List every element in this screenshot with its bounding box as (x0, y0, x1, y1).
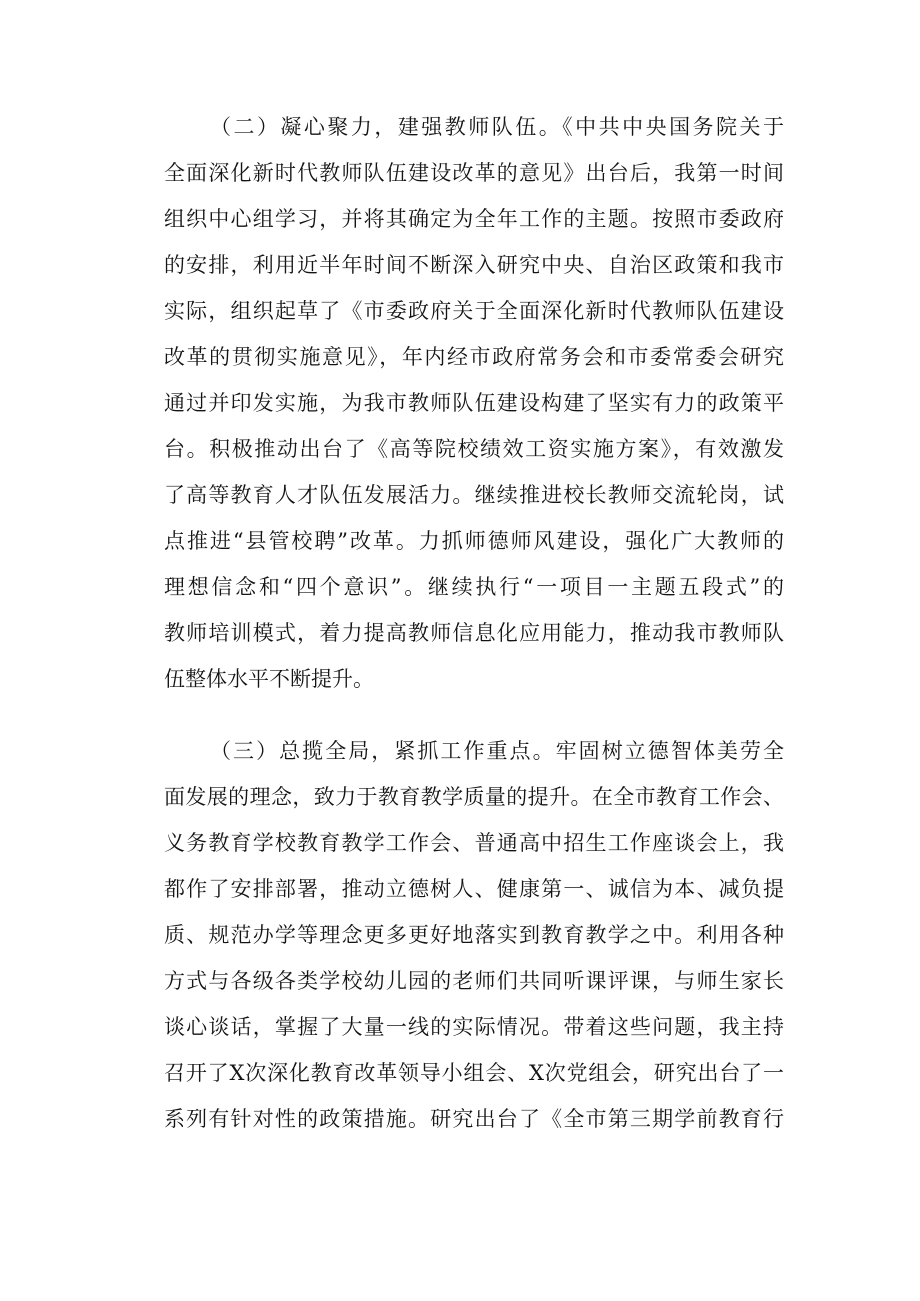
paragraph-line: 通过并印发实施，为我市教师队伍建设构建了坚实有力的政策平 (164, 391, 784, 415)
paragraph-line: 系列有针对性的政策措施。研究出台了《全市第三期学前教育行 (164, 1107, 784, 1131)
paragraph-line: 全面深化新时代教师队伍建设改革的意见》出台后，我第一时间 (164, 161, 784, 185)
paragraph-line: 台。积极推动出台了《高等院校绩效工资实施方案》，有效激发 (164, 437, 784, 461)
paragraph-line: 了高等教育人才队伍发展活力。继续推进校长教师交流轮岗，试 (164, 483, 784, 507)
paragraph-work-focus (164, 728, 784, 1142)
paragraph-line: 都作了安排部署，推动立德树人、健康第一、诚信为本、减负提 (164, 877, 784, 901)
paragraph-line: 召开了X次深化教育改革领导小组会、X次党组会，研究出台了一 (164, 1061, 784, 1085)
paragraph-line: 质、规范办学等理念更多更好地落实到教育教学之中。利用各种 (164, 923, 784, 947)
paragraph-line: 方式与各级各类学校幼儿园的老师们共同听课评课，与师生家长 (164, 969, 784, 993)
paragraph-line: 改革的贯彻实施意见》，年内经市政府常务会和市委常委会研究 (164, 345, 784, 369)
paragraph-line: 理想信念和“四个意识”。继续执行“一项目一主题五段式”的 (164, 575, 784, 599)
paragraph-line: 点推进“县管校聘”改革。力抓师德师风建设，强化广大教师的 (164, 529, 784, 553)
paragraph-line: （二）凝心聚力，建强教师队伍。《中共中央国务院关于 (210, 115, 784, 139)
paragraph-line: 义务教育学校教育教学工作会、普通高中招生工作座谈会上，我 (164, 831, 784, 855)
paragraph-line: 伍整体水平不断提升。 (164, 667, 374, 691)
paragraph-line: 谈心谈话，掌握了大量一线的实际情况。带着这些问题，我主持 (164, 1015, 784, 1039)
paragraph-line: 面发展的理念，致力于教育教学质量的提升。在全市教育工作会、 (164, 785, 784, 809)
paragraph-line: 实际，组织起草了《市委政府关于全面深化新时代教师队伍建设 (164, 299, 784, 323)
paragraph-line: 组织中心组学习，并将其确定为全年工作的主题。按照市委政府 (164, 207, 784, 231)
paragraph-line: （三）总揽全局，紧抓工作重点。牢固树立德智体美劳全 (210, 739, 784, 763)
paragraph-teacher-team (164, 104, 784, 702)
paragraph-line: 的安排，利用近半年时间不断深入研究中央、自治区政策和我市 (164, 253, 784, 277)
paragraph-line: 教师培训模式，着力提高教师信息化应用能力，推动我市教师队 (164, 621, 784, 645)
